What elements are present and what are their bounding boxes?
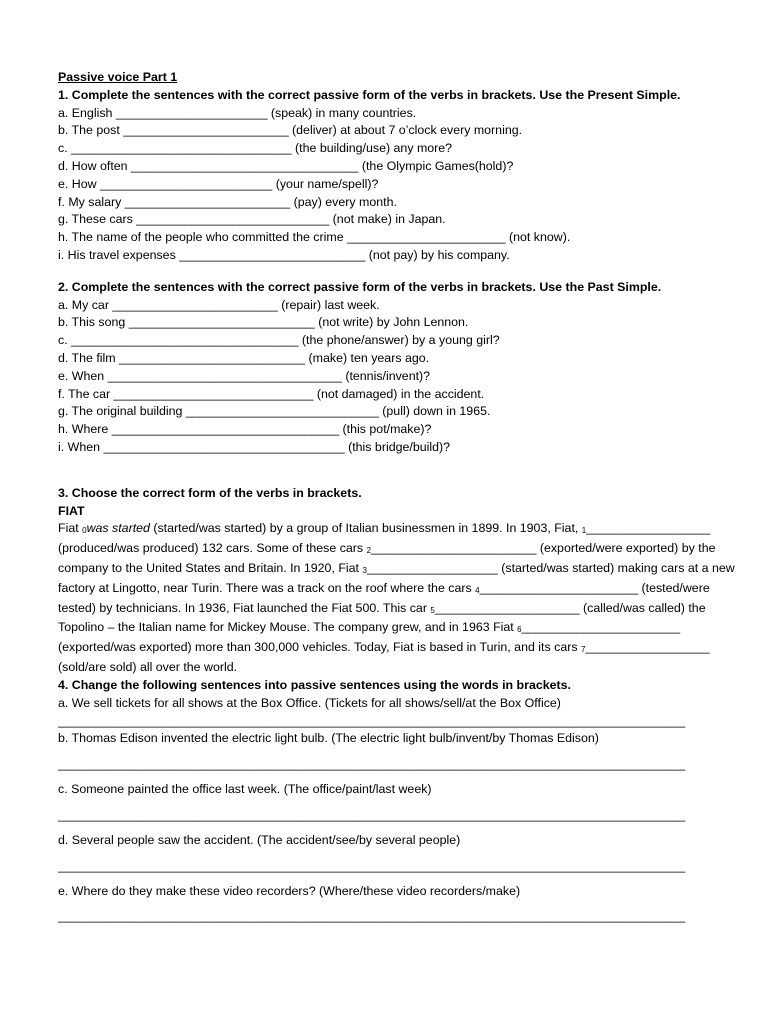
gap-number: 1 <box>581 526 587 536</box>
section-3-heading: 3. Choose the correct form of the verbs in brackets. <box>58 485 362 500</box>
exercise-item: h. The name of the people who committed the crime _______________________ (not know). <box>58 230 571 245</box>
exercise-item: b. Thomas Edison invented the electric light bulb. (The electric light bulb/invent/by Thomas Edison) <box>58 731 599 746</box>
exercise-item: a. English ______________________ (speak) in many countries. <box>58 105 417 120</box>
gap-number: 6 <box>517 625 522 635</box>
answer-line: ___________________________________________________________________________________________ <box>58 714 686 729</box>
exercise-item: d. Several people saw the accident. (The accident/see/by several people) <box>58 832 461 847</box>
gap-number: 2 <box>366 546 372 556</box>
section-4-heading: 4. Change the following sentences into passive sentences using the words in brackets. <box>58 677 571 692</box>
exercise-item: g. These cars ____________________________ (not make) in Japan. <box>58 212 446 227</box>
exercise-item: a. We sell tickets for all shows at the Box Office. (Tickets for all shows/sell/at the Box Office) <box>58 695 561 710</box>
gap-number: 4 <box>475 585 480 595</box>
exercise-item: b. This song ___________________________ (not write) by John Lennon. <box>58 315 469 330</box>
exercise-item: e. When __________________________________ (tennis/invent)? <box>58 368 431 383</box>
gap-number: 7 <box>580 645 586 655</box>
story-title: FIAT <box>58 503 85 518</box>
exercise-item: f. My salary ________________________ (pay) every month. <box>58 194 397 209</box>
answer-line: ___________________________________________________________________________________________ <box>58 757 686 772</box>
exercise-item: b. The post ________________________ (deliver) at about 7 o’clock every morning. <box>58 123 523 138</box>
section-4 <box>58 677 750 934</box>
gap-number: 3 <box>362 565 367 575</box>
exercise-item: e. How _________________________ (your name/spell)? <box>58 176 379 191</box>
section-2-heading: 2. Complete the sentences with the correct passive form of the verbs in brackets. Use the Past Simple. <box>58 279 662 294</box>
exercise-item: i. When ___________________________________ (this bridge/build)? <box>58 439 451 454</box>
section-3 <box>58 485 750 677</box>
exercise-item: d. How often _________________________________ (the Olympic Games(hold)? <box>58 158 514 173</box>
exercise-item: e. Where do they make these video recorders? (Where/these video recorders/make) <box>58 883 521 898</box>
exercise-item: g. The original building ____________________________ (pull) down in 1965. <box>58 404 491 419</box>
exercise-item: c. Someone painted the office last week. (The office/paint/last week) <box>58 782 432 797</box>
worksheet-title: Passive voice Part 1 <box>58 70 178 84</box>
exercise-item: f. The car _____________________________ (not damaged) in the accident. <box>58 386 485 401</box>
exercise-item: i. His travel expenses ___________________________ (not pay) by his company. <box>58 247 510 262</box>
answer-line: ___________________________________________________________________________________________ <box>58 858 686 873</box>
gap-number: 5 <box>430 605 435 615</box>
exercise-item: h. Where _________________________________ (this pot/make)? <box>58 422 432 437</box>
fiat-story-paragraph: Fiat 0was started (started/was started) by a group of Italian businessmen in 1899. In 1903, Fiat, 1__________________ (produced/was produced) 132 cars. Some of these cars 2________________________ (exported/were exported) by the company to the United States and Britain. In 1920, Fiat 3___________________ (started/was started) making cars at a new factory at Lingotto, near Turin. There was a track on the roof where the cars 4_______________________ (tested/were tested) by technicians. In 1936, Fiat launched the Fiat 500. This car 5_____________________ (called/was called) the Topolino – the Italian name for Mickey Mouse. The company grew, and in 1963 Fiat 6_______________________ (exported/was exported) more than 300,000 vehicles. Today, Fiat is based in Turin, and its cars 7__________________ (sold/are sold) all over the world. <box>58 521 735 674</box>
section-2 <box>58 279 750 457</box>
answer-line: ___________________________________________________________________________________________ <box>58 909 686 924</box>
exercise-item: c. _________________________________ (the phone/answer) by a young girl? <box>58 333 500 348</box>
worksheet <box>58 69 750 933</box>
answer-line: ___________________________________________________________________________________________ <box>58 807 686 822</box>
section-1-heading: 1. Complete the sentences with the correct passive form of the verbs in brackets. Use the Present Simple. <box>58 87 681 102</box>
example-answer: was started <box>86 521 150 536</box>
exercise-item: d. The film ___________________________ (make) ten years ago. <box>58 350 430 365</box>
section-1 <box>58 87 750 265</box>
gap-number: 0 <box>82 526 87 536</box>
exercise-item: c. ________________________________ (the building/use) any more? <box>58 141 453 156</box>
exercise-item: a. My car ________________________ (repair) last week. <box>58 297 380 312</box>
